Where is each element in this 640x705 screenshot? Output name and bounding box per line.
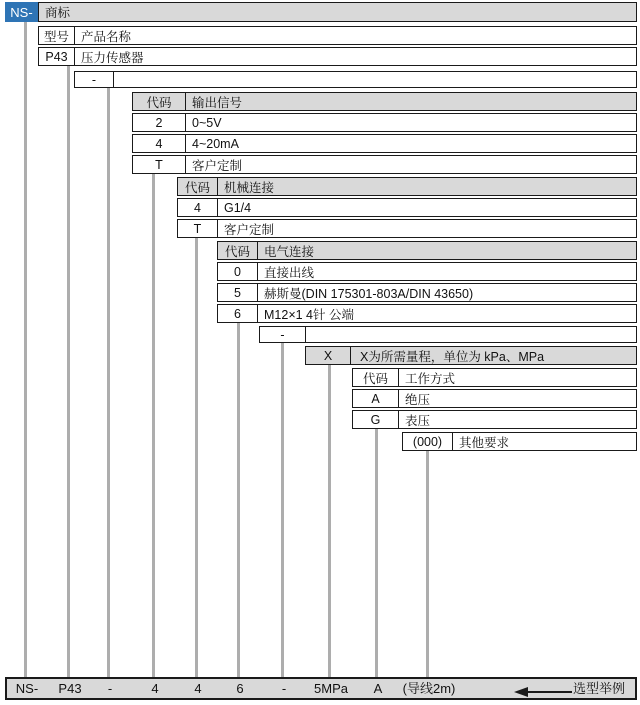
mechanical-row (177, 219, 637, 238)
example-bar (5, 677, 637, 700)
header-code-cell: 代码 (178, 178, 218, 195)
prefix-code-box: NS- (5, 2, 38, 22)
model-desc: 压力传感器 (81, 50, 144, 65)
separator2-empty (306, 327, 636, 342)
example-item: - (107, 681, 113, 696)
other-requirements-row (402, 432, 637, 451)
output-signal-row (132, 113, 637, 132)
desc-cell: 绝压 (405, 392, 431, 407)
leader-line (375, 429, 378, 677)
example-item: NS- (15, 681, 39, 696)
leader-line (328, 365, 331, 677)
code-cell: 5 (218, 284, 258, 301)
code-cell: 6 (218, 305, 258, 322)
left-arrow-icon (514, 687, 572, 697)
example-item: P43 (58, 681, 82, 696)
model-header-row (38, 26, 637, 45)
desc-cell: 直接出线 (264, 265, 315, 280)
range-row (305, 346, 637, 365)
desc-cell: 0~5V (192, 115, 222, 130)
leader-line (107, 88, 110, 677)
example-item: 5MPa (314, 681, 348, 696)
example-item: 4 (151, 681, 159, 696)
header-code-cell: 代码 (133, 93, 186, 110)
header-code-cell: 代码 (218, 242, 258, 259)
leader-line (152, 174, 155, 677)
header-desc-cell: 机械连接 (224, 180, 275, 195)
leader-line (237, 323, 240, 677)
trademark-row (38, 2, 637, 22)
work-mode-row (352, 389, 637, 408)
mechanical-header (177, 177, 637, 196)
code-cell: A (353, 390, 399, 407)
example-caption: 选型举例 (573, 681, 626, 696)
code-cell: 2 (133, 114, 186, 131)
header-desc-cell: 输出信号 (192, 95, 243, 110)
desc-cell: 4~20mA (192, 136, 239, 151)
code-cell: T (178, 220, 218, 237)
leader-line (24, 22, 27, 677)
electrical-row (217, 283, 637, 302)
example-item: (导线2m) (402, 681, 456, 696)
code-cell: 4 (133, 135, 186, 152)
leader-line (67, 66, 70, 677)
electrical-row (217, 304, 637, 323)
desc-cell: 客户定制 (192, 158, 243, 173)
header-code-cell: 代码 (353, 369, 399, 386)
desc-cell: 表压 (405, 413, 431, 428)
desc-cell: M12×1 4针 公端 (264, 307, 354, 322)
other-code: (000) (403, 433, 453, 450)
separator1-dash: - (75, 72, 114, 87)
example-item: A (373, 681, 383, 696)
code-cell: G (353, 411, 399, 428)
header-desc-cell: 电气连接 (264, 244, 315, 259)
desc-cell: 客户定制 (224, 222, 275, 237)
separator2-dash: - (260, 327, 306, 342)
electrical-row (217, 262, 637, 281)
example-item: - (281, 681, 287, 696)
example-item: 4 (194, 681, 202, 696)
work-mode-header (352, 368, 637, 387)
model-header-code: 型号 (39, 27, 75, 44)
model-row (38, 47, 637, 66)
other-desc: 其他要求 (459, 435, 510, 450)
leader-line (281, 343, 284, 677)
desc-cell: G1/4 (224, 200, 252, 215)
separator1-empty (114, 72, 636, 87)
header-desc-cell: 工作方式 (405, 371, 456, 386)
code-cell: 0 (218, 263, 258, 280)
leader-line (195, 238, 198, 677)
output-signal-row (132, 155, 637, 174)
model-code: P43 (39, 48, 75, 65)
separator1-row (74, 71, 637, 88)
model-header-desc: 产品名称 (81, 29, 132, 44)
output-signal-row (132, 134, 637, 153)
output-signal-header (132, 92, 637, 111)
example-item: 6 (236, 681, 244, 696)
work-mode-row (352, 410, 637, 429)
range-desc: X为所需量程，单位为 kPa、MPa (360, 349, 545, 364)
desc-cell: 赫斯曼(DIN 175301-803A/DIN 43650) (264, 286, 474, 301)
mechanical-row (177, 198, 637, 217)
leader-line (426, 451, 429, 677)
range-code: X (306, 347, 351, 364)
code-cell: 4 (178, 199, 218, 216)
separator2-row (259, 326, 637, 343)
code-cell: T (133, 156, 186, 173)
electrical-header (217, 241, 637, 260)
trademark-label: 商标 (45, 6, 71, 20)
